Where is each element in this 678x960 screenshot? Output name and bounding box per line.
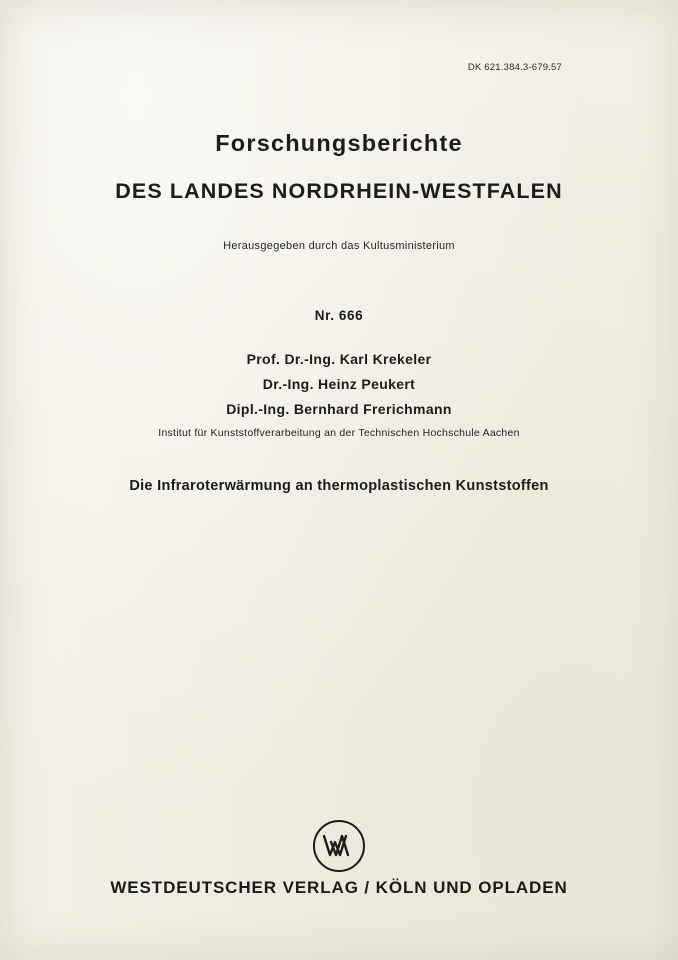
page-title: Die Infraroterwärmung an thermoplastischen Kunststoffen — [129, 478, 549, 494]
title-block — [0, 478, 678, 494]
series-title-line-2: DES LANDES NORDRHEIN-WESTFALEN — [115, 179, 563, 203]
publisher-note: Herausgegeben durch das Kultusministerium — [223, 240, 455, 252]
series-title-line-1: Forschungsberichte — [215, 130, 463, 156]
author-name: Dipl.-Ing. Bernhard Frerichmann — [226, 401, 452, 417]
author-name: Dr.-Ing. Heinz Peukert — [262, 376, 416, 392]
series-header — [0, 130, 678, 439]
issue-number: Nr. 666 — [314, 308, 364, 323]
publisher-logo-wrap — [0, 820, 678, 877]
author-list — [0, 351, 678, 417]
publisher-imprint: WESTDEUTSCHER VERLAG / KÖLN UND OPLADEN — [110, 878, 568, 897]
institute-affiliation: Institut für Kunststoffverarbeitung an der Technischen Hochschule Aachen — [158, 427, 520, 439]
westdeutscher-verlag-logo-icon — [313, 820, 365, 872]
author-name: Prof. Dr.-Ing. Karl Krekeler — [246, 351, 432, 367]
dk-classification-code: DK 621.384.3-679.57 — [467, 62, 562, 73]
